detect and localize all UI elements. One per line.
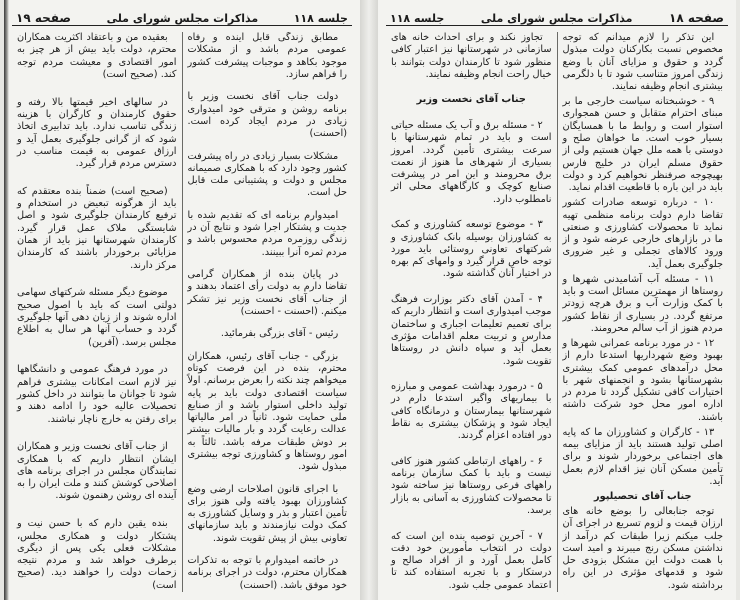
paragraph: این تذکر را لازم میدانم که توجه مخصوص نسبت بکارکنان دولت مبذول گردد و حقوق و مزایای آنان با وضع زندگی امروز متناسب شود تا با دلگرمی بیشتری انجام وظیفه نمایند. (562, 32, 723, 93)
paragraph: توجه جنابعالی را بوضع خانه های ارزان قیمت و لزوم تسریع در اجرای آن جلب میکنم زیرا طبقات کم درآمد از نداشتن مسکن رنج میبرند و امید است با همت دولت این مشکل بزودی حل شود و قدمهای مؤثری در این راه برداشته شود. (562, 505, 723, 591)
scan-edge (4, 0, 9, 600)
address-line: جناب آقای نخست وزیر (416, 94, 526, 106)
page-header (12, 7, 352, 26)
paragraph: ۵ - درمورد بهداشت عمومی و مبارزه با بیماریهای واگیر استدعا دارم در شهرستانها بیمارستان و درمانگاه کافی ایجاد شود و پزشکان بیشتری به نقاط دور افتاده اعزام گردند. (391, 381, 552, 442)
text-column-right (183, 32, 353, 592)
paragraph: ۹ - خوشبختانه سیاست خارجی ما بر مبنای احترام متقابل و حسن همجواری استوار است و روابط ما با همسایگان بسیار خوب است. ما خواهان صلح و دوستی با همه ملل جهان هستیم ولی از حقوق مسلم ایران در خلیج فارس بهیچوجه صرفنظر نخواهیم کرد و دولت باید در این باره با قاطعیت اقدام نماید. (562, 96, 723, 194)
paragraph: ۱۰ - درباره توسعه صادرات کشور تقاضا دارم دولت برنامه منظمی تهیه نماید تا محصولات کشاورزی و صنعتی ما در بازارهای خارجی عرضه شود و از ورود کالاهای تجملی و غیر ضروری جلوگیری بعمل آید. (562, 197, 723, 270)
paragraph: ۶ - راههای ارتباطی کشور هنوز کافی نیست و باید با کمک سازمان برنامه راههای فرعی روستاها نیز ساخته شود تا محصولات کشاورزی به آسانی به بازار برسد. (391, 455, 552, 516)
paragraph: ۱۱ - مسئله آب آشامیدنی شهرها و روستاها از مهمترین مسائل است و باید با کمک وزارت آب و برق هرچه زودتر مرتفع گردد. در بسیاری از نقاط کشور مردم هنوز از آب سالم محرومند. (562, 273, 723, 334)
paragraph: رئیس - آقای بزرگی بفرمائید. (220, 328, 339, 340)
paragraph: بعقیده من و باعتقاد اکثریت همکاران محترم، دولت باید بیش از هر چیز به امور اقتصادی و معیشت مردم توجه کند. (صحیح است) (17, 32, 177, 80)
paragraph: ۱۲ - در مورد برنامه عمرانی شهرها و بهبود وضع شهرداریها استدعا دارم از محل درآمدهای عمومی کمک بیشتری بشهرستانها بشود و انجمنهای شهر با اختیارات کافی تشکیل گردد تا مردم در اداره امور محل خود شرکت داشته باشند. (562, 337, 723, 423)
publication-title: مذاکرات مجلس شورای ملی (480, 12, 633, 25)
text-column-left (12, 32, 182, 592)
paragraph: در خاتمه امیدوارم با توجه به تذکرات همکاران محترم، دولت در اجرای برنامه خود موفق باشد. (احسنت) (187, 555, 347, 591)
paragraph: در پایان بنده از همکاران گرامی تقاضا دارم به دولت رأی اعتماد بدهند و از جناب آقای نخست وزیر نیز تشکر میکنم. (احسنت - احسنت) (187, 269, 347, 317)
address-line: جناب آقای تحصیلپور (593, 490, 692, 502)
paragraph: تجاوز نکند و برای احداث خانه های سازمانی در شهرستانها نیز اعتبار کافی منظور شود تا کارمندان دولت بتوانند با خیال راحت انجام وظیفه نمایند. (391, 32, 552, 80)
page-body (386, 32, 728, 592)
page-number-label: صفحه ۱۹ (16, 11, 71, 25)
page-number-label: صفحه ۱۸ (669, 11, 724, 25)
session-label: جلسه ۱۱۸ (293, 12, 348, 25)
page-gutter (360, 0, 378, 600)
page-header (386, 7, 728, 26)
paragraph: از جناب آقای نخست وزیر و همکاران ایشان انتظار داریم که با همکاری نمایندگان مجلس در اجرای برنامه های اصلاحی کوشش کنند و ملت ایران را به آینده ای روشن رهنمون شوند. (17, 441, 177, 502)
paragraph: موضوع دیگر مسئله شرکتهای سهامی دولتی است که باید با اصول صحیح اداره شوند و از زیان دهی آنها جلوگیری گردد و حساب آنها هر سال به اطلاع مجلس برسد. (آفرین) (17, 287, 177, 348)
text-column-right (558, 32, 729, 592)
page-body (12, 32, 352, 592)
paragraph: ۷ - آخرین توصیه بنده این است که دولت در انتخاب مأمورین خود دقت کامل بعمل آورد و از افراد صالح و درستکار و با تجربه استفاده کند تا اعتماد عمومی جلب شود. (391, 530, 552, 591)
column-rule (182, 32, 183, 592)
paragraph: ۲ - مسئله برق و آب یک مسئله حیاتی است و باید در تمام شهرستانها با سرعت بیشتری تأمین گردد. امروز بسیاری از شهرهای ما هنوز از نعمت برق محرومند و این امر در پیشرفت صنایع کوچک و کارگاههای محلی اثر نامطلوب دارد. (391, 120, 552, 205)
paragraph: بزرگی - جناب آقای رئیس، همکاران محترم، بنده در این فرصت کوتاه میخواهم چند نکته را بعرض برسانم. اولاً سیاست اقتصادی دولت باید بر پایه تولید داخلی استوار باشد و از صنایع ملی حمایت شود. ثانیاً در امر مالیاتها عدالت رعایت گردد و بار مالیات بیشتر بر دوش طبقات مرفه باشد. ثالثاً به امور روستاها و کشاورزی توجه بیشتری مبذول شود. (187, 350, 347, 473)
text-column-left (386, 32, 557, 592)
paragraph: در سالهای اخیر قیمتها بالا رفته و حقوق کارمندان و کارگران با هزینه زندگی تناسب ندارد. باید تدابیری اتخاذ شود که از گرانی جلوگیری بعمل آید و ارزاق عمومی به قیمت مناسب در دسترس مردم قرار گیرد. (17, 96, 177, 170)
publication-title: مذاکرات مجلس شورای ملی (106, 12, 259, 25)
paragraph: دولت جناب آقای نخست وزیر با برنامه روشن و مترقی خود امیدواری زیادی در مردم ایجاد کرده است. (احسنت) (187, 91, 347, 140)
paragraph: ۱۳ - کارگران و کشاورزان ما که پایه اصلی تولید هستند باید از مزایای بیمه های اجتماعی برخوردار شوند و برای تأمین مسکن آنان نیز اقدام لازم بعمل آید. (562, 426, 723, 487)
paragraph: بنده یقین دارم که با حسن نیت و پشتکار دولت و همکاری مجلس، مشکلات فعلی یکی پس از دیگری برطرف خواهد شد و مردم نتیجه زحمات دولت را خواهند دید. (صحیح است) (17, 518, 177, 591)
paragraph: مشکلات بسیار زیادی در راه پیشرفت کشور وجود دارد که با همکاری صمیمانه مجلس و دولت و پشتیبانی ملت قابل حل است. (187, 150, 347, 199)
left-page (4, 0, 360, 600)
paragraph: امیدوارم برنامه ای که تقدیم شده با جدیت و پشتکار اجرا شود و نتایج آن در زندگی روزمره مردم محسوس باشد و مردم ثمره آنرا ببینند. (187, 209, 347, 258)
paragraph: در مورد فرهنگ عمومی و دانشگاهها نیز لازم است امکانات بیشتری فراهم شود تا جوانان ما بتوانند در داخل کشور تحصیلات عالیه خود را ادامه دهند و برای رفتن به خارج ناچار نباشند. (17, 364, 177, 425)
right-page (378, 0, 736, 600)
paragraph: با اجرای قانون اصلاحات ارضی وضع کشاورزان بهبود یافته ولی هنوز برای تأمین اعتبار و بذر و وسایل کشاورزی به کمک دولت نیازمندند و باید سازمانهای تعاونی بیش از پیش تقویت شوند. (187, 483, 347, 544)
paragraph: مطابق زندگی قابل آینده و رفاه عمومی مردم باشد و از مشکلات موجود بکاهد و موجبات پیشرفت کشور را فراهم سازد. (187, 32, 347, 80)
column-rule (557, 32, 558, 592)
session-label: جلسه ۱۱۸ (390, 12, 445, 25)
paragraph: ۳ - موضوع توسعه کشاورزی و کمک به کشاورزان بوسیله بانک کشاورزی و شرکتهای تعاونی روستائی باید مورد توجه خاص قرار گیرد و وامهای کم بهره در اختیار آنان گذاشته شود. (391, 219, 552, 280)
paragraph: (صحیح است) ضمناً بنده معتقدم که باید از هرگونه تبعیض در استخدام و ترفیع کارمندان جلوگیری شود و اصل شایستگی ملاک عمل قرار گیرد. کارمندان شهرستانها نیز باید از همان مزایائی برخوردار باشند که کارمندان مرکز دارند. (17, 185, 177, 271)
paragraph: ۴ - آمدن آقای دکتر بوزارت فرهنگ موجب امیدواری است و انتظار داریم که برای تعمیم تعلیمات اجباری و ساختمان مدارس و تربیت معلم اقدامات مؤثری بعمل آید و سپاه دانش در روستاها تقویت شود. (391, 294, 552, 367)
